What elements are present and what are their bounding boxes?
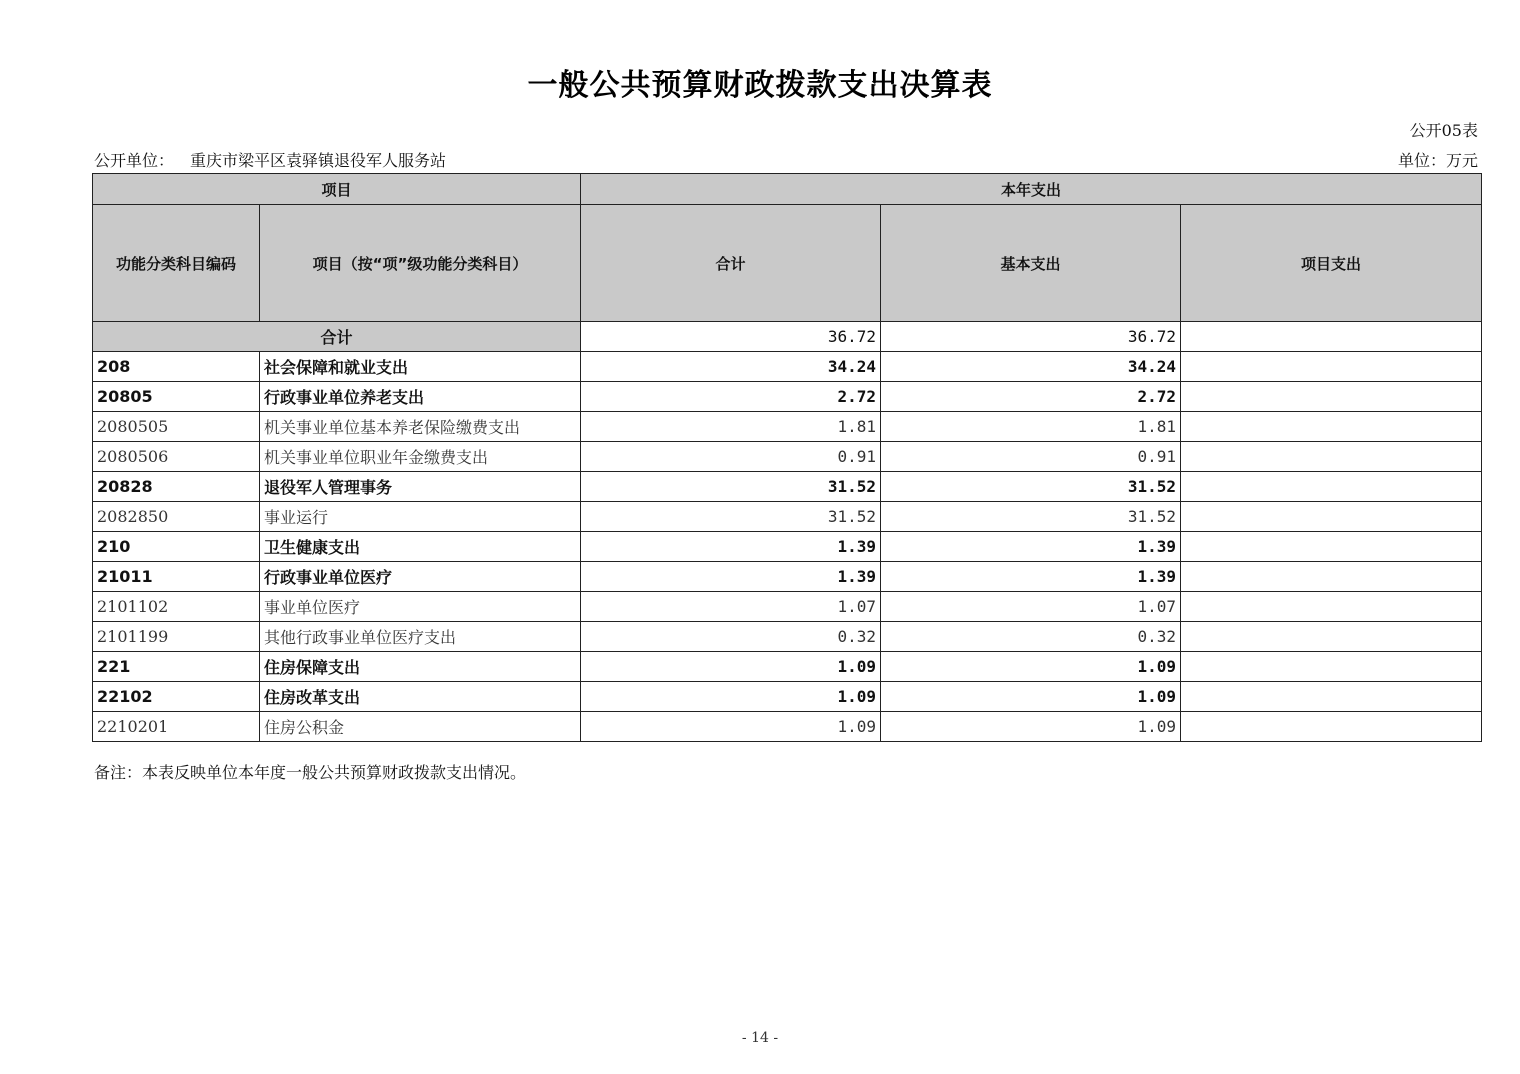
page-title: 一般公共预算财政拨款支出决算表 — [527, 68, 993, 103]
header-code: 功能分类科目编码 — [93, 205, 260, 322]
row-total: 2.72 — [581, 382, 881, 412]
table-row — [93, 382, 1482, 412]
total-label: 合计 — [93, 322, 581, 352]
row-basic: 1.07 — [881, 592, 1181, 622]
row-code: 2080505 — [93, 412, 260, 442]
row-name: 事业单位医疗 — [260, 592, 581, 622]
row-code: 21011 — [93, 562, 260, 592]
row-project — [1181, 352, 1482, 382]
row-basic: 2.72 — [881, 382, 1181, 412]
table-row — [93, 652, 1482, 682]
reporting-unit-label: 公开单位： — [94, 151, 175, 170]
row-total: 1.09 — [581, 712, 881, 742]
row-total: 31.52 — [581, 502, 881, 532]
table-row — [93, 352, 1482, 382]
row-name: 机关事业单位职业年金缴费支出 — [260, 442, 581, 472]
reporting-unit — [94, 148, 446, 171]
header-project: 项目 — [93, 174, 581, 205]
row-code: 22102 — [93, 682, 260, 712]
row-project — [1181, 412, 1482, 442]
total-row — [93, 322, 1482, 352]
currency-unit: 单位：万元 — [1397, 151, 1478, 170]
row-basic: 0.91 — [881, 442, 1181, 472]
row-project — [1181, 652, 1482, 682]
row-name: 住房改革支出 — [260, 682, 581, 712]
table-row — [93, 712, 1482, 742]
table-row — [93, 622, 1482, 652]
row-name: 退役军人管理事务 — [260, 472, 581, 502]
row-project — [1181, 562, 1482, 592]
row-code: 2101199 — [93, 622, 260, 652]
row-total: 1.09 — [581, 682, 881, 712]
row-project — [1181, 592, 1482, 622]
row-code: 2080506 — [93, 442, 260, 472]
row-project — [1181, 502, 1482, 532]
page-number: - 14 - — [741, 1030, 779, 1046]
row-code: 208 — [93, 352, 260, 382]
row-name: 行政事业单位养老支出 — [260, 382, 581, 412]
row-total: 1.39 — [581, 532, 881, 562]
row-project — [1181, 532, 1482, 562]
row-total: 1.81 — [581, 412, 881, 442]
row-basic: 1.09 — [881, 682, 1181, 712]
row-name: 事业运行 — [260, 502, 581, 532]
row-code: 2210201 — [93, 712, 260, 742]
table-row — [93, 682, 1482, 712]
row-total: 0.32 — [581, 622, 881, 652]
row-total: 34.24 — [581, 352, 881, 382]
header-project-expenditure: 项目支出 — [1181, 205, 1482, 322]
row-name: 机关事业单位基本养老保险缴费支出 — [260, 412, 581, 442]
reporting-unit-name: 重庆市梁平区袁驿镇退役军人服务站 — [190, 151, 447, 170]
total-project — [1181, 322, 1482, 352]
table-row — [93, 562, 1482, 592]
row-project — [1181, 442, 1482, 472]
header-name: 项目（按“项”级功能分类科目） — [260, 205, 581, 322]
row-project — [1181, 712, 1482, 742]
expenditure-table — [92, 173, 1482, 742]
total-sum: 36.72 — [581, 322, 881, 352]
row-project — [1181, 472, 1482, 502]
table-row — [93, 412, 1482, 442]
row-name: 行政事业单位医疗 — [260, 562, 581, 592]
total-basic: 36.72 — [881, 322, 1181, 352]
header-basic: 基本支出 — [881, 205, 1181, 322]
row-name: 住房保障支出 — [260, 652, 581, 682]
header-total: 合计 — [581, 205, 881, 322]
row-basic: 31.52 — [881, 472, 1181, 502]
row-code: 20805 — [93, 382, 260, 412]
table-row — [93, 472, 1482, 502]
row-project — [1181, 622, 1482, 652]
row-code: 2082850 — [93, 502, 260, 532]
row-total: 1.39 — [581, 562, 881, 592]
table-row — [93, 502, 1482, 532]
row-code: 210 — [93, 532, 260, 562]
row-code: 221 — [93, 652, 260, 682]
row-project — [1181, 682, 1482, 712]
row-basic: 1.39 — [881, 532, 1181, 562]
row-basic: 1.39 — [881, 562, 1181, 592]
row-basic: 1.81 — [881, 412, 1181, 442]
row-name: 其他行政事业单位医疗支出 — [260, 622, 581, 652]
table-row — [93, 592, 1482, 622]
row-basic: 0.32 — [881, 622, 1181, 652]
header-current-year: 本年支出 — [581, 174, 1482, 205]
row-name: 卫生健康支出 — [260, 532, 581, 562]
table-row — [93, 532, 1482, 562]
table-row — [93, 442, 1482, 472]
form-number: 公开05表 — [1409, 121, 1478, 140]
row-project — [1181, 382, 1482, 412]
row-total: 1.07 — [581, 592, 881, 622]
row-code: 20828 — [93, 472, 260, 502]
row-name: 住房公积金 — [260, 712, 581, 742]
row-basic: 34.24 — [881, 352, 1181, 382]
footnote: 备注：本表反映单位本年度一般公共预算财政拨款支出情况。 — [94, 763, 527, 782]
row-total: 0.91 — [581, 442, 881, 472]
row-basic: 1.09 — [881, 712, 1181, 742]
row-basic: 31.52 — [881, 502, 1181, 532]
row-name: 社会保障和就业支出 — [260, 352, 581, 382]
row-basic: 1.09 — [881, 652, 1181, 682]
row-code: 2101102 — [93, 592, 260, 622]
row-total: 31.52 — [581, 472, 881, 502]
row-total: 1.09 — [581, 652, 881, 682]
